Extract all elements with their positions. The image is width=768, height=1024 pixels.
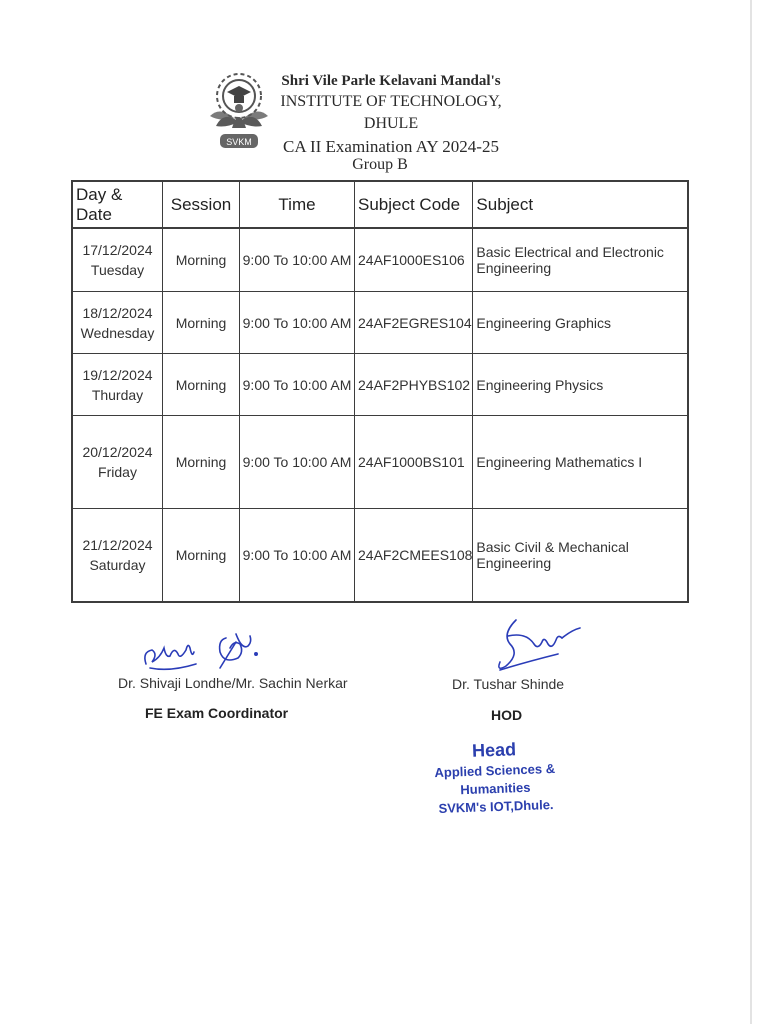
- subject-code-cell: 24AF2CMEES108: [355, 509, 473, 603]
- stamp-institute: SVKM's IOT,Dhule.: [438, 796, 554, 816]
- hod-role: HOD: [491, 707, 523, 723]
- stamp-title: Head: [471, 739, 517, 761]
- exam-date: 18/12/2024: [82, 304, 153, 321]
- hod-name: Dr. Tushar Shinde: [452, 676, 565, 692]
- table-row: [72, 292, 688, 354]
- table-row: [72, 228, 688, 292]
- table-header-row: [72, 181, 688, 228]
- exam-day: Saturday: [89, 557, 146, 573]
- subject-cell: Basic Electrical and Electronic Engineering: [473, 228, 688, 292]
- coordinator-names: Dr. Shivaji Londhe/Mr. Sachin Nerkar: [118, 675, 348, 691]
- day-date-cell: [72, 509, 163, 603]
- exam-title: CA II Examination AY 2024-25: [283, 137, 499, 156]
- header-time: Time: [240, 181, 355, 228]
- subject-code-cell: 24AF1000ES106: [355, 228, 473, 292]
- stamp-department: Applied Sciences & Humanities: [434, 760, 556, 798]
- session-cell: Morning: [163, 416, 240, 509]
- exam-day: Thurday: [91, 386, 144, 403]
- coordinator-role: FE Exam Coordinator: [145, 705, 289, 721]
- header-session: Session: [163, 181, 240, 228]
- time-cell: 9:00 To 10:00 AM: [240, 354, 355, 416]
- subject-cell: Engineering Mathematics I: [473, 416, 688, 509]
- subject-cell: Engineering Physics: [473, 354, 688, 416]
- day-date-cell: [72, 354, 163, 416]
- subject-code-cell: 24AF2PHYBS102: [355, 354, 473, 416]
- time-cell: 9:00 To 10:00 AM: [240, 228, 355, 292]
- day-date-cell: [72, 416, 163, 509]
- session-cell: Morning: [163, 228, 240, 292]
- session-cell: Morning: [163, 509, 240, 603]
- table-row: [72, 354, 688, 416]
- subject-cell: Engineering Graphics: [473, 292, 688, 354]
- exam-day: Tuesday: [90, 262, 145, 278]
- department-stamp: [399, 735, 592, 820]
- logo-text: SVKM: [226, 137, 252, 147]
- coordinator-signature: [140, 628, 270, 678]
- institute-name: INSTITUTE OF TECHNOLOGY, DHULE: [280, 93, 502, 132]
- day-date-cell: [72, 292, 163, 354]
- exam-day: Friday: [98, 464, 137, 480]
- exam-date: 17/12/2024: [82, 242, 153, 258]
- page-edge-divider: [750, 0, 752, 1024]
- table-row: [72, 509, 688, 603]
- table-row: [72, 416, 688, 509]
- session-cell: Morning: [163, 292, 240, 354]
- exam-day: Wednesday: [80, 324, 155, 341]
- exam-timetable: [71, 180, 689, 603]
- document-header: [276, 72, 506, 159]
- header-day-date: Day & Date: [72, 181, 163, 228]
- day-date-cell: [72, 228, 163, 292]
- time-cell: 9:00 To 10:00 AM: [240, 416, 355, 509]
- exam-date: 19/12/2024: [82, 366, 153, 383]
- header-subject-code: Subject Code: [355, 181, 473, 228]
- group-label: Group B: [352, 156, 408, 173]
- session-cell: Morning: [163, 354, 240, 416]
- time-cell: 9:00 To 10:00 AM: [240, 509, 355, 603]
- exam-date: 20/12/2024: [82, 444, 153, 460]
- time-cell: 9:00 To 10:00 AM: [240, 292, 355, 354]
- exam-date: 21/12/2024: [82, 537, 153, 553]
- org-name: Shri Vile Parle Kelavani Mandal's: [281, 73, 501, 89]
- subject-cell: Basic Civil & Mechanical Engineering: [473, 509, 688, 603]
- subject-code-cell: 24AF2EGRES104: [355, 292, 473, 354]
- subject-code-cell: 24AF1000BS101: [355, 416, 473, 509]
- header-subject: Subject: [473, 181, 688, 228]
- institute-logo: [206, 66, 272, 156]
- hod-signature: [486, 614, 586, 678]
